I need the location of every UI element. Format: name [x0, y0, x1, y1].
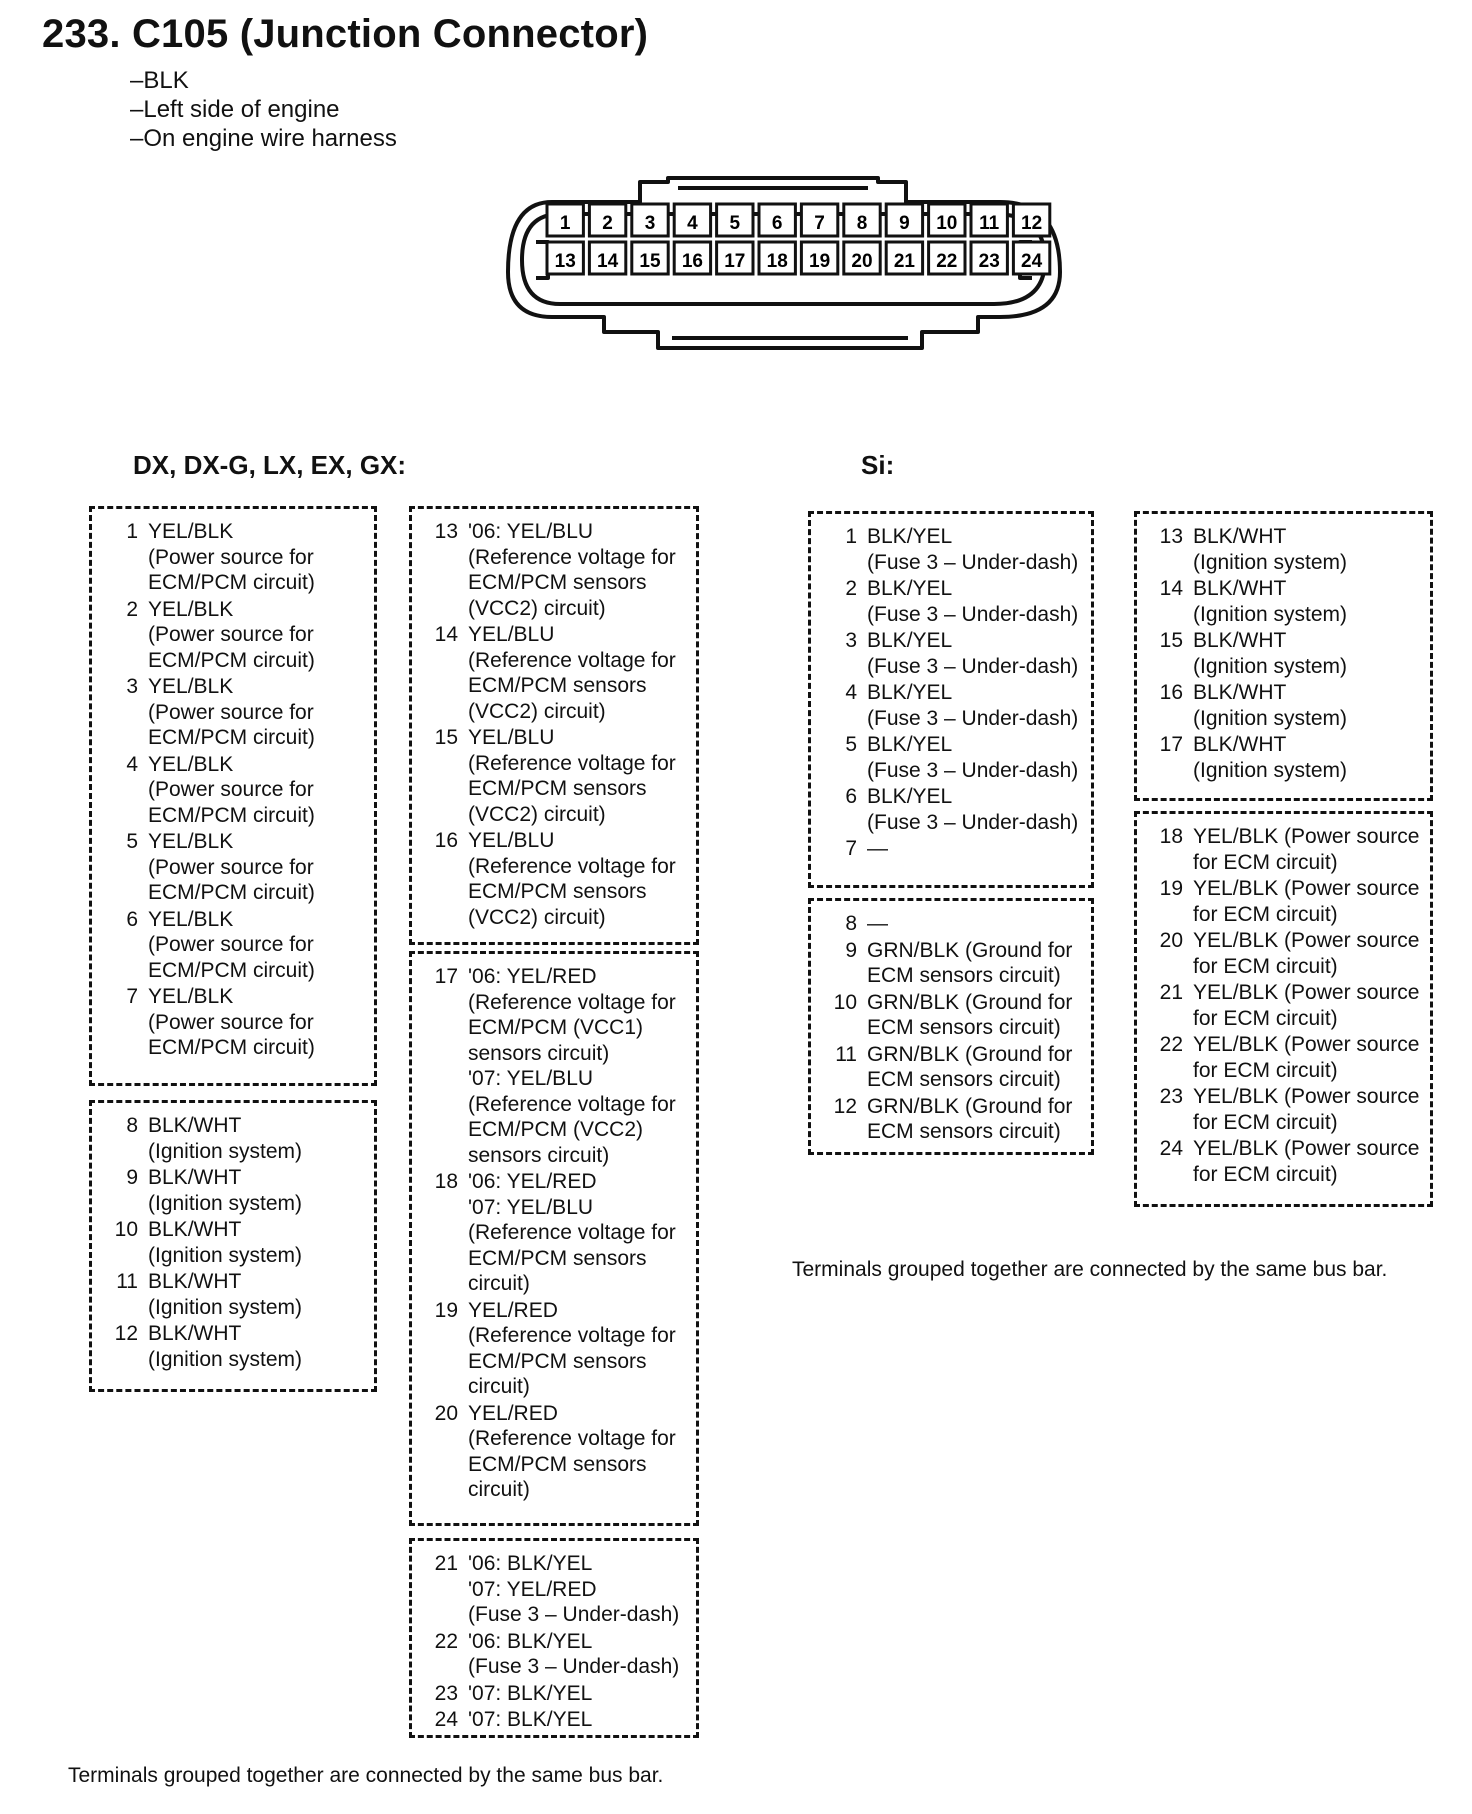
- terminal-number: 5: [126, 830, 138, 853]
- terminal-17: [420, 964, 686, 1168]
- terminal-description: (Ignition system): [148, 1295, 303, 1319]
- terminal-description: (VCC2) circuit): [468, 905, 606, 929]
- terminal-wire-color: YEL/BLK: [148, 830, 234, 853]
- terminal-description: (Ignition system): [1193, 706, 1348, 730]
- terminal-description: ECM sensors circuit): [867, 964, 1061, 987]
- terminal-description: for ECM circuit): [1193, 902, 1338, 926]
- terminal-description: ECM/PCM sensors: [468, 1246, 647, 1270]
- terminal-wire-color: YEL/BLU: [468, 623, 555, 646]
- terminal-description: sensors circuit): [468, 1041, 610, 1065]
- terminal-9: [100, 1165, 364, 1216]
- connector-pin-9: 9: [899, 213, 910, 234]
- terminal-wire-color: YEL/BLK (Power source: [1193, 929, 1420, 952]
- terminal-number: 2: [126, 597, 138, 621]
- terminal-wire-color: YEL/BLK: [148, 985, 234, 1008]
- terminal-number: 9: [126, 1166, 138, 1189]
- terminal-description: (Reference voltage for: [468, 648, 676, 672]
- connector-pin-13: 13: [554, 251, 576, 272]
- left-group-pins-8-12: [89, 1100, 377, 1392]
- terminal-description: (Ignition system): [1193, 550, 1348, 574]
- terminal-number: 13: [434, 520, 458, 543]
- terminal-description: ECM sensors circuit): [867, 1120, 1061, 1143]
- terminal-wire-color: BLK/WHT: [148, 1270, 242, 1293]
- terminal-number: 11: [835, 1042, 857, 1066]
- terminal-number: 12: [833, 1094, 857, 1118]
- terminal-22: [1145, 1032, 1420, 1083]
- terminal-wire-color: BLK/WHT: [148, 1166, 242, 1189]
- connector-pin-2: 2: [602, 213, 613, 234]
- connector-pin-15: 15: [639, 251, 661, 272]
- terminal-number: 14: [1159, 577, 1183, 600]
- terminal-6: [819, 784, 1081, 835]
- terminal-17: [1145, 732, 1420, 783]
- terminal-18: [1145, 824, 1420, 875]
- terminal-number: 18: [434, 1170, 458, 1193]
- terminal-wire-color: '06: YEL/RED: [468, 1170, 597, 1193]
- terminal-13: [1145, 524, 1420, 575]
- terminal-number: 21: [1159, 981, 1183, 1004]
- terminal-description: (Fuse 3 – Under-dash): [867, 706, 1079, 730]
- terminal-description: for ECM circuit): [1193, 1110, 1338, 1134]
- connector-pin-16: 16: [681, 251, 703, 272]
- terminal-description: (VCC2) circuit): [468, 596, 606, 620]
- connector-pin-10: 10: [936, 213, 958, 234]
- terminal-number: 18: [1159, 825, 1183, 848]
- terminal-wire-color: BLK/WHT: [148, 1218, 242, 1241]
- terminal-4: [819, 680, 1081, 731]
- connector-pin-1: 1: [559, 213, 571, 234]
- terminal-number: 14: [434, 623, 458, 646]
- connector-pin-20: 20: [851, 251, 873, 272]
- terminal-wire-color: YEL/BLU: [468, 829, 555, 852]
- terminal-wire-color: BLK/YEL: [867, 733, 953, 756]
- terminal-number: 24: [1159, 1137, 1183, 1160]
- terminal-wire-color: '06: YEL/BLU: [468, 520, 594, 543]
- terminal-description: (Ignition system): [1193, 654, 1348, 678]
- terminal-description: (Power source for: [148, 545, 314, 569]
- terminal-description: ECM/PCM circuit): [148, 958, 315, 982]
- terminal-number: 4: [126, 752, 138, 776]
- terminal-description: (Ignition system): [148, 1347, 303, 1371]
- terminal-description: circuit): [468, 1375, 530, 1398]
- terminal-description: (VCC2) circuit): [468, 699, 606, 723]
- terminal-number: 3: [845, 629, 857, 652]
- terminal-10: [819, 990, 1081, 1041]
- terminal-1: [819, 524, 1081, 575]
- terminal-wire-color: BLK/WHT: [1193, 733, 1287, 756]
- terminal-description: ECM/PCM (VCC2): [468, 1118, 644, 1141]
- terminal-description: ECM/PCM circuit): [148, 571, 315, 594]
- terminal-wire-color: BLK/WHT: [1193, 681, 1287, 704]
- connector-details: [130, 66, 397, 153]
- terminal-description: ECM/PCM sensors: [468, 571, 647, 594]
- terminal-number: 7: [845, 837, 857, 860]
- terminal-wire-color: YEL/BLK (Power source: [1193, 1137, 1420, 1160]
- terminal-wire-color: '06: YEL/RED: [468, 965, 597, 988]
- terminal-description: (Fuse 3 – Under-dash): [867, 758, 1079, 782]
- connector-pin-18: 18: [766, 251, 788, 272]
- terminal-wire-color: GRN/BLK (Ground for: [867, 1042, 1073, 1066]
- terminal-19: [420, 1298, 686, 1400]
- terminal-24: [1145, 1136, 1420, 1187]
- terminal-wire-color: BLK/YEL: [867, 577, 953, 600]
- terminal-16: [1145, 680, 1420, 731]
- terminal-description: (Reference voltage for: [468, 1092, 676, 1116]
- terminal-description: ECM sensors circuit): [867, 1068, 1061, 1091]
- terminal-4: [100, 752, 364, 829]
- connector-pin-17: 17: [724, 251, 746, 272]
- terminal-description: ECM/PCM circuit): [148, 726, 315, 749]
- connector-diagram: [500, 172, 1080, 352]
- terminal-7: [100, 984, 364, 1061]
- terminal-description: for ECM circuit): [1193, 1058, 1338, 1082]
- terminal-21: [420, 1551, 686, 1628]
- terminal-wire-color: BLK/YEL: [867, 629, 953, 652]
- terminal-wire-color: BLK/WHT: [148, 1114, 242, 1137]
- connector-pin-8: 8: [856, 213, 868, 234]
- right-group-pins-13-17: [1134, 511, 1433, 801]
- terminal-6: [100, 907, 364, 984]
- terminal-number: 19: [1159, 877, 1183, 900]
- terminal-wire-color: BLK/WHT: [1193, 525, 1287, 548]
- terminal-14: [1145, 576, 1420, 627]
- left-section-heading: DX, DX-G, LX, EX, GX:: [133, 450, 407, 480]
- terminal-wire-color: '07: BLK/YEL: [468, 1708, 593, 1731]
- terminal-description: (Power source for: [148, 700, 314, 724]
- terminal-wire-color: YEL/BLK: [148, 675, 234, 698]
- terminal-description: ECM sensors circuit): [867, 1016, 1061, 1039]
- terminal-description: ECM/PCM sensors: [468, 1452, 647, 1476]
- terminal-description: for ECM circuit): [1193, 1162, 1338, 1186]
- terminal-description: circuit): [468, 1272, 530, 1295]
- terminal-wire-color: BLK/WHT: [1193, 629, 1287, 652]
- terminal-wire-color: YEL/BLK: [148, 752, 234, 776]
- terminal-wire-color: YEL/BLK (Power source: [1193, 825, 1420, 848]
- terminal-20: [1145, 928, 1420, 979]
- terminal-description: circuit): [468, 1478, 530, 1501]
- terminal-number: 3: [126, 675, 138, 698]
- terminal-description: (Fuse 3 – Under-dash): [867, 810, 1079, 834]
- terminal-number: 20: [1159, 929, 1183, 952]
- terminal-14: [420, 622, 686, 724]
- terminal-description: (Ignition system): [148, 1191, 303, 1215]
- terminal-description: '07: YEL/BLU: [468, 1067, 594, 1090]
- terminal-wire-color: GRN/BLK (Ground for: [867, 1094, 1073, 1118]
- terminal-7: [819, 836, 1081, 862]
- terminal-number: 24: [434, 1708, 458, 1731]
- terminal-number: 16: [1159, 681, 1183, 704]
- terminal-number: 11: [116, 1270, 138, 1293]
- terminal-description: ECM/PCM circuit): [148, 648, 315, 672]
- connector-pin-4: 4: [687, 213, 698, 234]
- terminal-description: '07: YEL/BLU: [468, 1195, 594, 1219]
- right-group-pins-18-24: [1134, 811, 1433, 1207]
- terminal-15: [420, 725, 686, 827]
- terminal-description: (Ignition system): [148, 1139, 303, 1163]
- terminal-number: 5: [845, 733, 857, 756]
- terminal-number: 15: [434, 726, 458, 749]
- terminal-number: 1: [845, 525, 857, 548]
- terminal-12: [100, 1321, 364, 1372]
- terminal-20: [420, 1401, 686, 1503]
- terminal-22: [420, 1629, 686, 1680]
- terminal-10: [100, 1217, 364, 1268]
- terminal-description: (Ignition system): [148, 1243, 303, 1267]
- terminal-wire-color: YEL/RED: [468, 1401, 558, 1425]
- terminal-8: [100, 1113, 364, 1164]
- terminal-description: (Reference voltage for: [468, 990, 676, 1014]
- left-bus-bar-note: Terminals grouped together are connected by the same bus bar.: [68, 1764, 664, 1787]
- terminal-21: [1145, 980, 1420, 1031]
- connector-pin-6: 6: [771, 213, 783, 234]
- terminal-number: 23: [434, 1681, 458, 1705]
- terminal-wire-color: YEL/BLK: [148, 907, 234, 931]
- terminal-5: [819, 732, 1081, 783]
- terminal-description: (Power source for: [148, 623, 314, 646]
- terminal-number: 19: [434, 1298, 458, 1322]
- terminal-number: 8: [845, 912, 857, 935]
- right-bus-bar-note: Terminals grouped together are connected by the same bus bar.: [792, 1258, 1388, 1281]
- left-group-pins-17-20: [409, 951, 699, 1526]
- terminal-wire-color: BLK/YEL: [867, 525, 953, 548]
- page-title: 233. C105 (Junction Connector): [42, 12, 649, 56]
- terminal-description: (Fuse 3 – Under-dash): [468, 1655, 680, 1678]
- terminal-number: 10: [833, 990, 857, 1014]
- terminal-3: [100, 674, 364, 751]
- terminal-19: [1145, 876, 1420, 927]
- terminal-18: [420, 1169, 686, 1297]
- terminal-description: for ECM circuit): [1193, 954, 1338, 978]
- terminal-description: (Power source for: [148, 778, 314, 801]
- terminal-8: [819, 911, 1081, 937]
- terminal-number: 4: [845, 681, 857, 704]
- terminal-16: [420, 828, 686, 930]
- terminal-number: 22: [1159, 1033, 1183, 1056]
- terminal-number: 7: [126, 985, 138, 1008]
- terminal-description: (Power source for: [148, 855, 314, 879]
- right-group-pins-1-7: [808, 511, 1094, 888]
- connector-pin-23: 23: [978, 251, 1000, 272]
- terminal-number: 15: [1159, 629, 1183, 652]
- terminal-13: [420, 519, 686, 621]
- terminal-description: (Fuse 3 – Under-dash): [468, 1603, 680, 1626]
- terminal-description: sensors circuit): [468, 1143, 610, 1167]
- terminal-description: (VCC2) circuit): [468, 802, 606, 826]
- terminal-wire-color: YEL/BLK: [148, 597, 234, 621]
- terminal-description: ECM/PCM sensors: [468, 674, 647, 697]
- terminal-3: [819, 628, 1081, 679]
- terminal-description: ECM/PCM sensors: [468, 777, 647, 800]
- terminal-number: 8: [126, 1114, 138, 1137]
- terminal-number: 20: [434, 1401, 458, 1425]
- detail-location: – Left side of engine: [130, 95, 397, 124]
- terminal-wire-color: '07: BLK/YEL: [468, 1681, 593, 1705]
- terminal-number: 1: [126, 520, 138, 543]
- terminal-description: (Reference voltage for: [468, 1324, 676, 1347]
- terminal-24: [420, 1707, 686, 1733]
- terminal-number: 21: [434, 1552, 458, 1575]
- terminal-23: [420, 1681, 686, 1707]
- terminal-number: 22: [434, 1629, 458, 1653]
- terminal-description: ECM/PCM sensors: [468, 880, 647, 903]
- terminal-15: [1145, 628, 1420, 679]
- terminal-description: for ECM circuit): [1193, 850, 1338, 874]
- terminal-1: [100, 519, 364, 596]
- terminal-wire-color: YEL/BLK (Power source: [1193, 981, 1420, 1004]
- detail-color: – BLK: [130, 66, 397, 95]
- terminal-description: (Reference voltage for: [468, 751, 676, 775]
- terminal-number: 6: [126, 907, 138, 931]
- terminal-description: for ECM circuit): [1193, 1006, 1338, 1030]
- connector-pin-14: 14: [597, 251, 619, 272]
- terminal-description: (Ignition system): [1193, 758, 1348, 782]
- terminal-description: ECM/PCM sensors: [468, 1349, 647, 1373]
- terminal-wire-color: BLK/YEL: [867, 681, 953, 704]
- terminal-5: [100, 829, 364, 906]
- terminal-description: (Fuse 3 – Under-dash): [867, 550, 1079, 574]
- connector-pin-5: 5: [729, 213, 741, 234]
- terminal-number: 16: [434, 829, 458, 852]
- right-section-heading: Si:: [861, 450, 895, 480]
- terminal-description: ECM/PCM circuit): [148, 881, 315, 904]
- terminal-description: (Power source for: [148, 933, 314, 956]
- terminal-wire-color: GRN/BLK (Ground for: [867, 990, 1073, 1014]
- terminal-number: 17: [1159, 733, 1183, 756]
- connector-pin-3: 3: [644, 213, 656, 234]
- terminal-wire-color: YEL/BLK (Power source: [1193, 1033, 1420, 1056]
- connector-pin-12: 12: [1021, 213, 1043, 234]
- terminal-number: 2: [845, 577, 857, 600]
- connector-pin-7: 7: [814, 213, 825, 234]
- terminal-wire-color: YEL/BLK (Power source: [1193, 877, 1420, 900]
- connector-pin-24: 24: [1021, 251, 1043, 272]
- terminal-description: ECM/PCM (VCC1): [468, 1016, 644, 1039]
- terminal-wire-color: YEL/BLU: [468, 726, 555, 749]
- left-group-pins-13-16: [409, 506, 699, 945]
- terminal-wire-color: —: [867, 912, 888, 935]
- connector-pin-19: 19: [809, 251, 831, 272]
- terminal-wire-color: BLK/YEL: [867, 785, 953, 808]
- terminal-description: (Reference voltage for: [468, 1427, 676, 1450]
- terminal-wire-color: GRN/BLK (Ground for: [867, 938, 1073, 962]
- terminal-description: ECM/PCM circuit): [148, 803, 315, 827]
- terminal-wire-color: '06: BLK/YEL: [468, 1552, 593, 1575]
- detail-harness: – On engine wire harness: [130, 124, 397, 153]
- terminal-description: (Reference voltage for: [468, 1221, 676, 1244]
- terminal-number: 9: [845, 938, 857, 962]
- terminal-description: (Fuse 3 – Under-dash): [867, 602, 1079, 626]
- terminal-9: [819, 938, 1081, 989]
- terminal-description: ECM/PCM circuit): [148, 1036, 315, 1059]
- terminal-wire-color: BLK/WHT: [1193, 577, 1287, 600]
- connector-pin-11: 11: [979, 213, 1000, 234]
- terminal-number: 17: [434, 965, 458, 988]
- terminal-description: (Reference voltage for: [468, 854, 676, 878]
- terminal-description: (Power source for: [148, 1010, 314, 1034]
- terminal-wire-color: YEL/BLK (Power source: [1193, 1085, 1420, 1108]
- terminal-wire-color: '06: BLK/YEL: [468, 1629, 593, 1653]
- terminal-description: (Fuse 3 – Under-dash): [867, 654, 1079, 678]
- terminal-wire-color: —: [867, 837, 888, 860]
- terminal-wire-color: YEL/RED: [468, 1298, 558, 1322]
- right-group-pins-8-12: [808, 898, 1094, 1155]
- terminal-description: (Ignition system): [1193, 602, 1348, 626]
- terminal-description: '07: YEL/RED: [468, 1577, 597, 1601]
- terminal-23: [1145, 1084, 1420, 1135]
- terminal-number: 10: [114, 1218, 138, 1241]
- terminal-number: 13: [1159, 525, 1183, 548]
- terminal-11: [819, 1042, 1081, 1093]
- connector-pin-22: 22: [936, 251, 958, 272]
- terminal-wire-color: YEL/BLK: [148, 520, 234, 543]
- left-group-pins-1-7: [89, 506, 377, 1086]
- terminal-number: 6: [845, 785, 857, 808]
- terminal-12: [819, 1094, 1081, 1145]
- terminal-2: [819, 576, 1081, 627]
- terminal-number: 12: [114, 1322, 138, 1345]
- terminal-number: 23: [1159, 1085, 1183, 1108]
- left-group-pins-21-24: [409, 1538, 699, 1738]
- terminal-description: (Reference voltage for: [468, 545, 676, 569]
- terminal-wire-color: BLK/WHT: [148, 1322, 242, 1345]
- connector-pin-21: 21: [893, 251, 915, 272]
- terminal-2: [100, 597, 364, 674]
- terminal-11: [100, 1269, 364, 1320]
